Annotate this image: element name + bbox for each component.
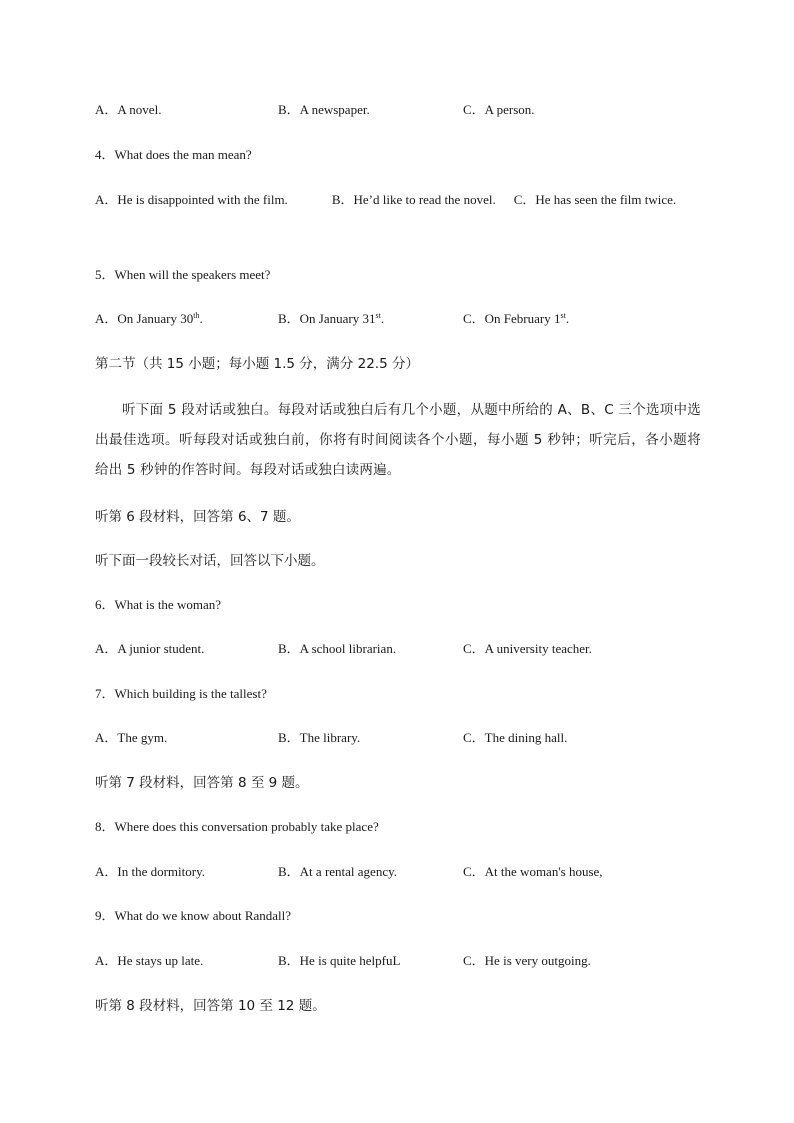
q6-option-b: B．A school librarian.: [278, 641, 397, 656]
material-8-label: 听第 8 段材料，回答第 10 至 12 题。: [95, 998, 326, 1014]
q7-question: 7．Which building is the tallest?: [95, 686, 267, 701]
q6-option-a: A．A junior student.: [95, 641, 205, 656]
q3-option-a: A．A novel.: [95, 102, 162, 117]
q8-option-c: C．At the woman's house,: [463, 864, 603, 879]
q3-option-b: B．A newspaper.: [278, 102, 370, 117]
q4-option-a: A．He is disappointed with the film.: [95, 192, 288, 207]
q3-option-c: C．A person.: [463, 102, 535, 117]
q5-option-a: A．On January 30th.: [95, 311, 203, 326]
q6-option-c: C．A university teacher.: [463, 641, 592, 656]
q4-question: 4．What does the man mean?: [95, 147, 252, 162]
q5-option-c: C．On February 1st.: [463, 311, 570, 326]
q4-option-c: C．He has seen the film twice.: [513, 192, 677, 207]
q8-option-b: B．At a rental agency.: [278, 864, 397, 879]
q6-question: 6．What is the woman?: [95, 597, 221, 612]
q4-options: [95, 184, 695, 215]
material-7-label: 听第 7 段材料，回答第 8 至 9 题。: [95, 775, 309, 791]
q8-option-a: A．In the dormitory.: [95, 864, 205, 879]
q9-question: 9．What do we know about Randall?: [95, 908, 292, 923]
q8-question: 8．Where does this conversation probably take place?: [95, 819, 379, 834]
q9-option-b: B．He is quite helpfuL: [278, 953, 401, 968]
q4-option-b: B．He’d like to read the novel.: [331, 192, 496, 207]
section-instructions: 听下面 5 段对话或独白。每段对话或独白后有几个小题，从题中所给的 A、B、C 三个选项中选出最佳选项。听每段对话或独白前，你将有时间阅读各个小题，每小题 5 秒钟；听完后，各小题将给出 5 秒钟的作答时间。每段对话或独白读两遍。: [95, 402, 701, 478]
q5-question: 5．When will the speakers meet?: [95, 267, 271, 282]
q9-option-a: A．He stays up late.: [95, 953, 204, 968]
q5-option-b: B．On January 31st.: [278, 311, 385, 326]
material-6-label: 听第 6 段材料，回答第 6、7 题。: [95, 509, 300, 525]
material-6-note: 听下面一段较长对话，回答以下小题。: [95, 553, 325, 569]
q7-option-b: B．The library.: [278, 730, 361, 745]
q7-option-c: C．The dining hall.: [463, 730, 568, 745]
q7-option-a: A．The gym.: [95, 730, 168, 745]
q9-option-c: C．He is very outgoing.: [463, 953, 591, 968]
section-heading: 第二节（共 15 小题；每小题 1.5 分，满分 22.5 分）: [95, 356, 419, 372]
